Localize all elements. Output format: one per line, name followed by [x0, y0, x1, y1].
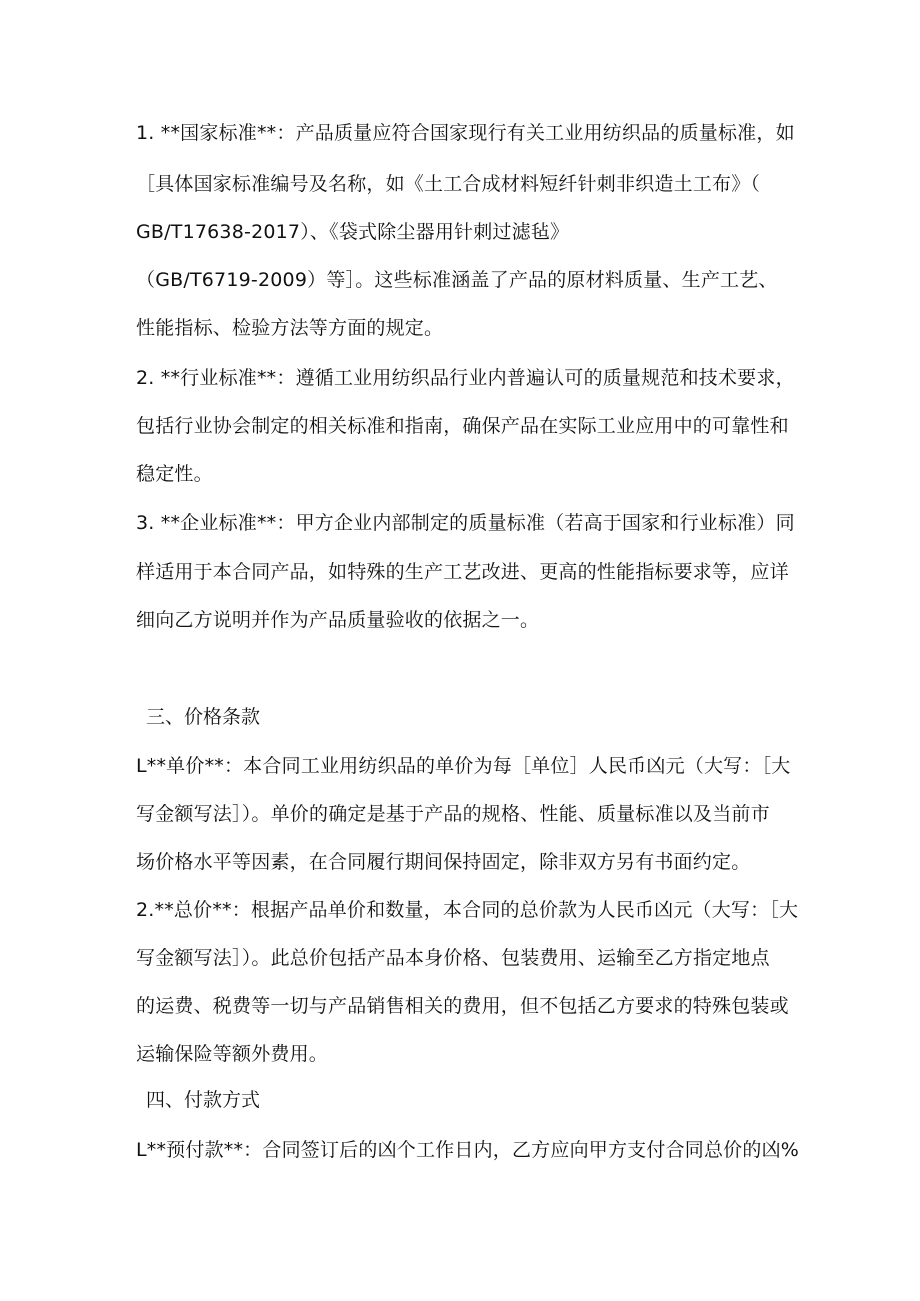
total-price-line-4: 运输保险等额外费用。 — [136, 1043, 329, 1065]
total-price-line-2: 写金额写法］）。此总价包括产品本身价格、包装费用、运输至乙方指定地点 — [136, 947, 770, 969]
standard-1-line-5: 性能指标、检验方法等方面的规定。 — [136, 317, 444, 339]
standard-1-line-2: ［具体国家标准编号及名称，如《土工合成材料短纤针刺非织造土工布》（ — [136, 173, 761, 195]
unit-price-line-1: L**单价**：本合同工业用纺织品的单价为每［单位］人民币凶元（大写：［大 — [136, 755, 791, 777]
standard-3-line-2: 样适用于本合同产品，如特殊的生产工艺改进、更高的性能指标要求等，应详 — [136, 561, 789, 583]
unit-price-line-3: 场价格水平等因素，在合同履行期间保持固定，除非双方另有书面约定。 — [136, 851, 751, 873]
standard-1-line-1: 1. **国家标准**：产品质量应符合国家现行有关工业用纺织品的质量标准，如 — [136, 122, 795, 144]
section-heading-price: 三、价格条款 — [146, 706, 261, 728]
prepayment-line-1: L**预付款**：合同签订后的凶个工作日内，乙方应向甲方支付合同总价的凶% — [136, 1139, 800, 1161]
standard-1-line-4: （GB/T6719-2009）等］。这些标准涵盖了产品的原材料质量、生产工艺、 — [136, 269, 778, 291]
unit-price-line-2: 写金额写法］）。单价的确定是基于产品的规格、性能、质量标准以及当前市 — [136, 803, 770, 825]
standard-2-line-3: 稳定性。 — [136, 463, 213, 485]
standard-2-line-1: 2. **行业标准**：遵循工业用纺织品行业内普遍认可的质量规范和技术要求， — [136, 367, 795, 389]
standard-3-line-1: 3. **企业标准**：甲方企业内部制定的质量标准（若高于国家和行业标准）同 — [136, 512, 795, 534]
standard-3-line-3: 细向乙方说明并作为产品质量验收的依据之一。 — [136, 609, 540, 631]
standard-1-line-3: GB/T17638-2017）、《袋式除尘器用针刺过滤毡》 — [136, 221, 570, 243]
section-heading-payment: 四、付款方式 — [146, 1089, 261, 1111]
total-price-line-1: 2.**总价**：根据产品单价和数量，本合同的总价款为人民币凶元（大写：［大 — [136, 899, 799, 921]
total-price-line-3: 的运费、税费等一切与产品销售相关的费用，但不包括乙方要求的特殊包装或 — [136, 995, 789, 1017]
standard-2-line-2: 包括行业协会制定的相关标准和指南，确保产品在实际工业应用中的可靠性和 — [136, 415, 789, 437]
